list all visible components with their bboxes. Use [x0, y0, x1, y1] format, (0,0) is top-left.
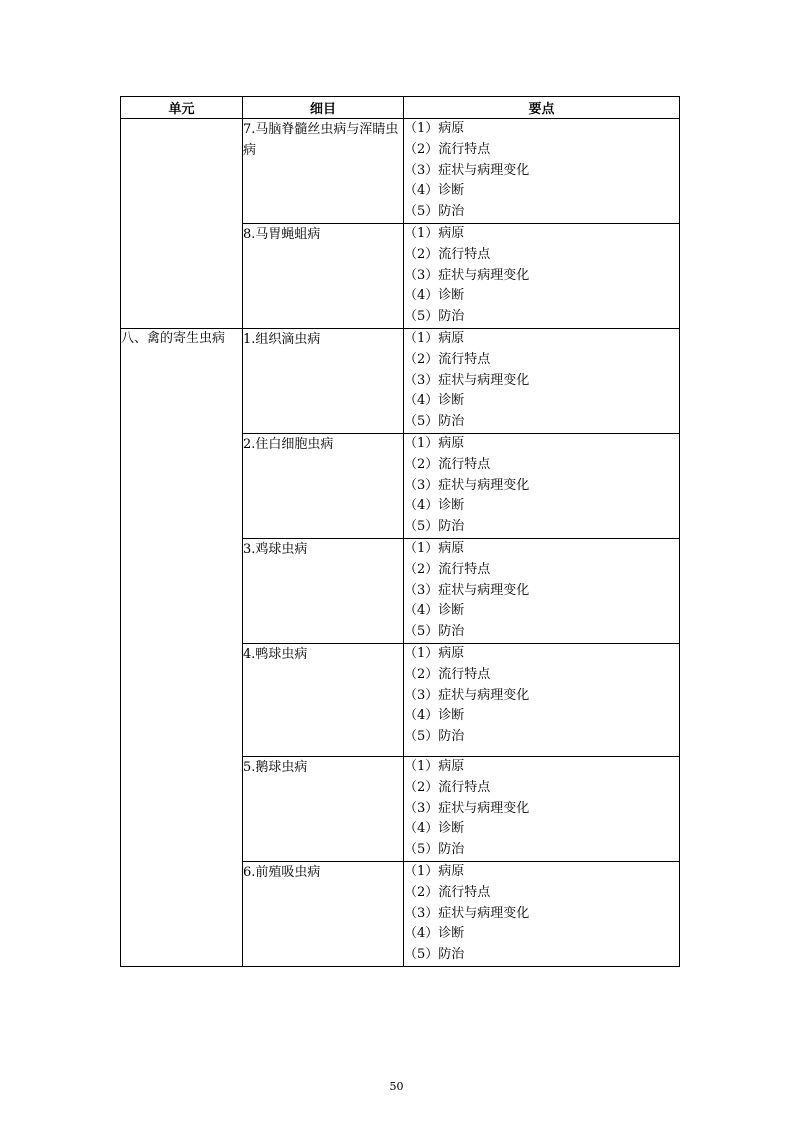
point-item: （2）流行特点 — [404, 666, 491, 682]
item-cell: 7.马脑脊髓丝虫病与浑睛虫病 — [243, 119, 404, 224]
point-item: （4）诊断 — [404, 821, 465, 837]
page-number: 50 — [389, 1080, 404, 1093]
item-cell: 4.鸭球虫病 — [243, 643, 404, 756]
item-cell: 1.组织滴虫病 — [243, 328, 404, 433]
item-cell: 2.住白细胞虫病 — [243, 433, 404, 538]
point-item: （4）诊断 — [404, 708, 465, 724]
point-item: （5）防治 — [404, 519, 465, 535]
points-cell — [404, 119, 680, 224]
point-item: （5）防治 — [404, 309, 465, 325]
point-item: （3）症状与病理变化 — [404, 905, 530, 921]
point-item: （2）流行特点 — [404, 246, 491, 262]
point-item: （1）病原 — [404, 758, 465, 774]
point-item: （2）流行特点 — [404, 456, 491, 472]
points-cell — [404, 433, 680, 538]
point-item: （4）诊断 — [404, 183, 465, 199]
syllabus-table — [120, 96, 680, 967]
points-cell — [404, 538, 680, 643]
point-item: （1）病原 — [404, 645, 465, 661]
point-item: （1）病原 — [404, 863, 465, 879]
item-cell: 3.鸡球虫病 — [243, 538, 404, 643]
point-item: （4）诊断 — [404, 603, 465, 619]
points-cell — [404, 756, 680, 861]
points-cell — [404, 643, 680, 756]
point-item: （3）症状与病理变化 — [404, 267, 530, 283]
table-row — [121, 328, 680, 433]
point-item: （1）病原 — [404, 121, 465, 136]
points-cell — [404, 861, 680, 966]
point-item: （3）症状与病理变化 — [404, 687, 530, 703]
table-header-row — [121, 97, 680, 119]
table-row — [121, 119, 680, 224]
point-item: （4）诊断 — [404, 926, 465, 942]
point-item: （4）诊断 — [404, 498, 465, 514]
point-item: （5）防治 — [404, 947, 465, 963]
point-item: （4）诊断 — [404, 288, 465, 304]
point-item: （3）症状与病理变化 — [404, 582, 530, 598]
point-item: （5）防治 — [404, 414, 465, 430]
point-item: （2）流行特点 — [404, 141, 491, 157]
header-unit: 单元 — [121, 97, 243, 119]
points-cell — [404, 223, 680, 328]
point-item: （2）流行特点 — [404, 779, 491, 795]
point-item: （5）防治 — [404, 204, 465, 220]
unit-cell — [121, 119, 243, 329]
point-item: （2）流行特点 — [404, 351, 491, 367]
item-cell: 8.马胃蝇蛆病 — [243, 223, 404, 328]
item-cell: 5.鹅球虫病 — [243, 756, 404, 861]
unit-cell: 八、禽的寄生虫病 — [121, 328, 243, 966]
header-points: 要点 — [404, 97, 680, 119]
point-item: （3）症状与病理变化 — [404, 162, 530, 178]
point-item: （2）流行特点 — [404, 884, 491, 900]
point-item: （4）诊断 — [404, 393, 465, 409]
point-item: （1）病原 — [404, 540, 465, 556]
point-item: （3）症状与病理变化 — [404, 372, 530, 388]
points-cell — [404, 328, 680, 433]
point-item: （3）症状与病理变化 — [404, 800, 530, 816]
point-item: （1）病原 — [404, 435, 465, 451]
point-item: （5）防治 — [404, 729, 465, 745]
item-cell: 6.前殖吸虫病 — [243, 861, 404, 966]
point-item: （1）病原 — [404, 225, 465, 241]
point-item: （3）症状与病理变化 — [404, 477, 530, 493]
point-item: （5）防治 — [404, 842, 465, 858]
point-item: （5）防治 — [404, 624, 465, 640]
point-item: （2）流行特点 — [404, 561, 491, 577]
point-item: （1）病原 — [404, 330, 465, 346]
header-item: 细目 — [243, 97, 404, 119]
